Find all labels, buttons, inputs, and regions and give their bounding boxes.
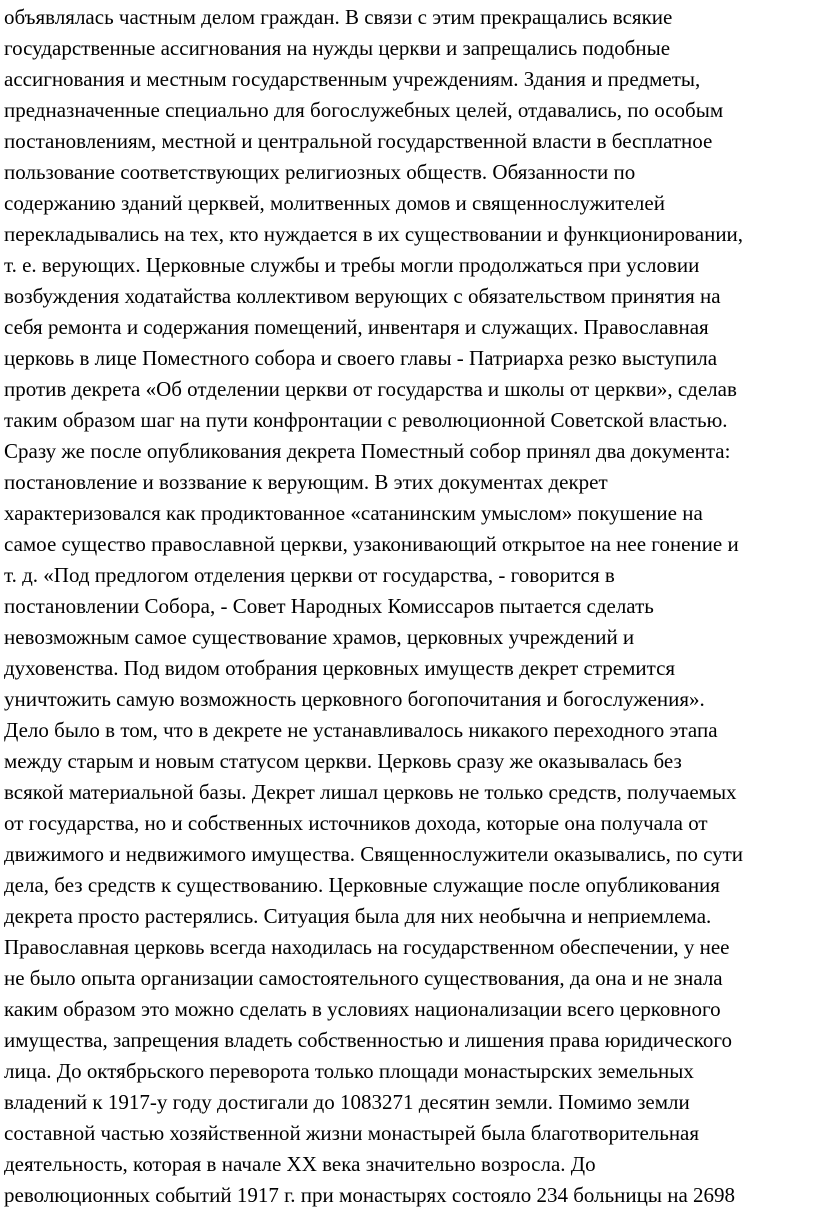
text-line: возбуждения ходатайства коллективом верующих с обязательством принятия на (4, 284, 721, 308)
text-line: характеризовался как продиктованное «сатанинским умыслом» покушение на (4, 501, 703, 525)
text-line: предназначенные специально для богослужебных целей, отдавались, по особым (4, 98, 724, 122)
text-line: постановлениям, местной и центральной государственной власти в бесплатное (4, 129, 713, 153)
text-line: Дело было в том, что в декрете не устанавливалось никакого переходного этапа (4, 718, 718, 742)
text-line: владений к 1917-у году достигали до 1083271 десятин земли. Помимо земли (4, 1090, 690, 1114)
text-line: декрета просто растерялись. Ситуация была для них необычна и неприемлема. (4, 904, 712, 928)
text-line: от государства, но и собственных источников дохода, которые она получала от (4, 811, 708, 835)
text-line: против декрета «Об отделении церкви от государства и школы от церкви», сделав (4, 377, 737, 401)
text-line: самое существо православной церкви, узаконивающий открытое на нее гонение и (4, 532, 739, 556)
text-line: т. е. верующих. Церковные службы и требы могли продолжаться при условии (4, 253, 700, 277)
text-line: перекладывались на тех, кто нуждается в их существовании и функционировании, (4, 222, 744, 246)
text-line: постановлении Собора, - Совет Народных Комиссаров пытается сделать (4, 594, 654, 618)
text-line: государственные ассигнования на нужды церкви и запрещались подобные (4, 36, 671, 60)
text-line: имущества, запрещения владеть собственностью и лишения права юридического (4, 1028, 733, 1052)
text-line: Сразу же после опубликования декрета Поместный собор принял два документа: (4, 439, 731, 463)
text-line: движимого и недвижимого имущества. Священнослужители оказывались, по сути (4, 842, 744, 866)
text-line: объявлялась частным делом граждан. В связи с этим прекращались всякие (4, 5, 673, 29)
text-line: дела, без средств к существованию. Церковные служащие после опубликования (4, 873, 720, 897)
text-line: уничтожить самую возможность церковного богопочитания и богослужения». (4, 687, 705, 711)
text-line: постановление и воззвание к верующим. В этих документах декрет (4, 470, 608, 494)
text-line: пользование соответствующих религиозных обществ. Обязанности по (4, 160, 636, 184)
text-line: т. д. «Под предлогом отделения церкви от государства, - говорится в (4, 563, 615, 587)
text-line: духовенства. Под видом отобрания церковных имуществ декрет стремится (4, 656, 676, 680)
text-line: лица. До октябрьского переворота только площади монастырских земельных (4, 1059, 694, 1083)
text-line: составной частью хозяйственной жизни монастырей была благотворительная (4, 1121, 700, 1145)
text-line: между старым и новым статусом церкви. Церковь сразу же оказывалась без (4, 749, 682, 773)
text-line: деятельность, которая в начале ХХ века значительно возросла. До (4, 1152, 596, 1176)
text-line: себя ремонта и содержания помещений, инвентаря и служащих. Православная (4, 315, 709, 339)
text-line: невозможным самое существование храмов, церковных учреждений и (4, 625, 635, 649)
text-line: каким образом это можно сделать в условиях национализации всего церковного (4, 997, 721, 1021)
text-line: Православная церковь всегда находилась на государственном обеспечении, у нее (4, 935, 730, 959)
text-line: революционных событий 1917 г. при монастырях состояло 234 больницы на 2698 (4, 1183, 736, 1207)
text-line: церковь в лице Поместного собора и своего главы - Патриарха резко выступила (4, 346, 718, 370)
text-line: содержанию зданий церквей, молитвенных домов и священнослужителей (4, 191, 665, 215)
text-line: ассигнования и местным государственным учреждениям. Здания и предметы, (4, 67, 701, 91)
text-line: не было опыта организации самостоятельного существования, да она и не знала (4, 966, 723, 990)
text-line: всякой материальной базы. Декрет лишал церковь не только средств, получаемых (4, 780, 737, 804)
text-line: таким образом шаг на пути конфронтации с революционной Советской властью. (4, 408, 728, 432)
